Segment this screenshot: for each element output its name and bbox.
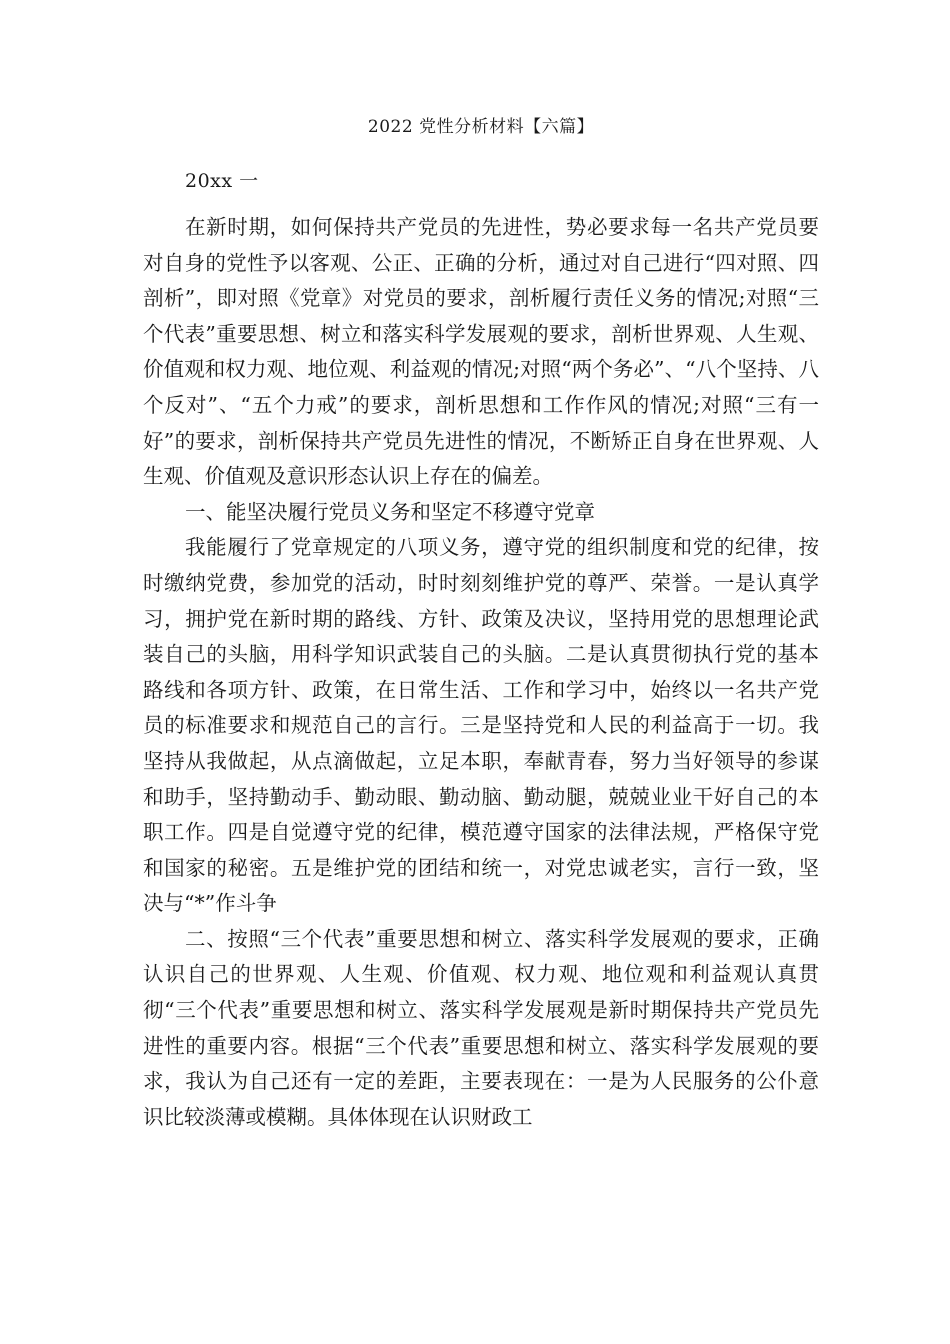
body-paragraph-1: 我能履行了党章规定的八项义务，遵守党的组织制度和党的纪律，按时缴纳党费，参加党的活动，时时刻刻维护党的尊严、荣誉。一是认真学习，拥护党在新时期的路线、方针、政策及决议，坚持用党的思想理论武装自己的头脑，用科学知识武装自己的头脑。二是认真贯彻执行党的基本路线和各项方针、政策，在日常生活、工作和学习中，始终以一名共产党员的标准要求和规范自己的言行。三是坚持党和人民的利益高于一切。我坚持从我做起，从点滴做起，立足本职，奉献青春，努力当好领导的参谋和助手，坚持勤动手、勤动眼、勤动脑、勤动腿，兢兢业业干好自己的本职工作。四是自觉遵守党的纪律，模范遵守国家的法律法规，严格保守党和国家的秘密。五是维护党的团结和统一，对党忠诚老实，言行一致，坚决与“*”作斗争 bbox=[143, 535, 819, 916]
section-label: 20xx 一 bbox=[185, 170, 259, 192]
intro-paragraph: 在新时期，如何保持共产党员的先进性，势必要求每一名共产党员要对自身的党性予以客观、公正、正确的分析，通过对自己进行“四对照、四剖析”，即对照《党章》对党员的要求，剖析履行责任义务的情况;对照“三个代表”重要思想、树立和落实科学发展观的要求，剖析世界观、人生观、价值观和权力观、地位观、利益观的情况;对照“两个务必”、“八个坚持、八个反对”、“五个力戒”的要求，剖析思想和工作作风的情况;对照“三有一好”的要求，剖析保持共产党员先进性的情况，不断矫正自身在世界观、人生观、价值观及意识形态认识上存在的偏差。 bbox=[143, 215, 819, 489]
document-title: 2022 党性分析材料【六篇】 bbox=[367, 117, 595, 137]
document-page bbox=[143, 112, 819, 1135]
section-heading-1: 一、能坚决履行党员义务和坚定不移遵守党章 bbox=[185, 499, 595, 524]
body-paragraph-2: 二、按照“三个代表”重要思想和树立、落实科学发展观的要求，正确认识自己的世界观、人生观、价值观、权力观、地位观和利益观认真贯彻“三个代表”重要思想和树立、落实科学发展观是新时期保持共产党员先进性的重要内容。根据“三个代表”重要思想和树立、落实科学发展观的要求，我认为自己还有一定的差距，主要表现在：一是为人民服务的公仆意识比较淡薄或模糊。具体体现在认识财政工 bbox=[143, 926, 819, 1129]
